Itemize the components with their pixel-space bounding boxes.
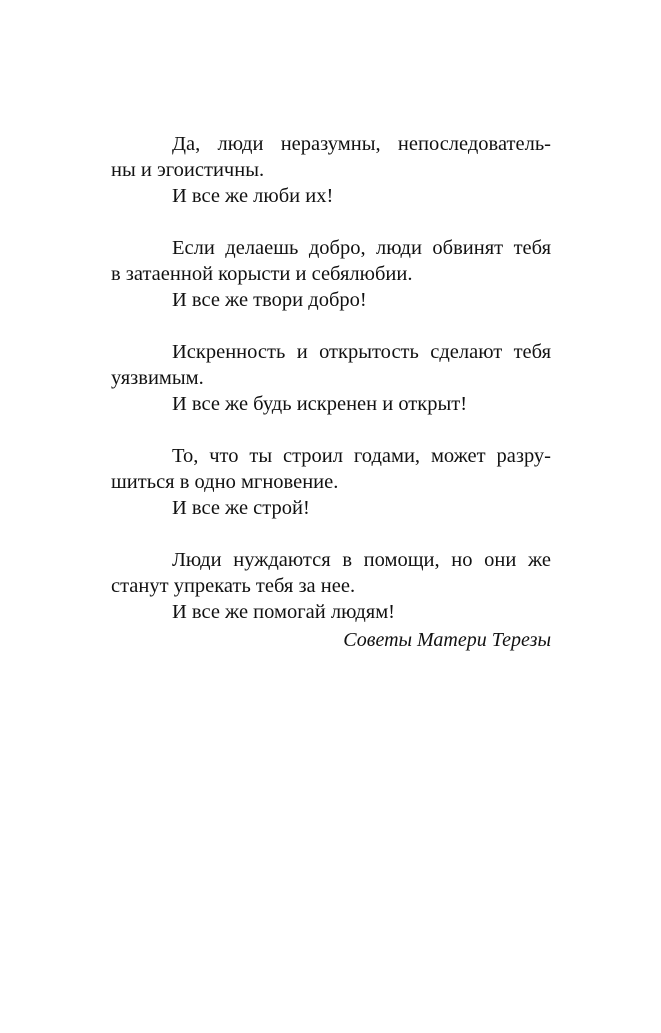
stanza-2 [111, 235, 551, 313]
stanza-refrain: И все же будь искренен и открыт! [172, 393, 468, 415]
stanza-line: уязвимым. [111, 367, 204, 389]
stanza-5 [111, 547, 551, 625]
stanza-line: Да, люди неразумны, непоследователь- [172, 133, 551, 155]
stanza-refrain: И все же люби их! [172, 185, 334, 207]
stanza-refrain: И все же строй! [172, 497, 310, 519]
stanza-line: Люди нуждаются в помощи, но они же [172, 549, 551, 571]
stanza-refrain: И все же твори добро! [172, 289, 367, 311]
stanza-1 [111, 131, 551, 209]
quote-text [111, 131, 551, 651]
stanza-line: Если делаешь добро, люди обвинят тебя [172, 237, 551, 259]
stanza-line: То, что ты строил годами, может разру- [172, 445, 551, 467]
stanza-line: ны и эгоистичны. [111, 159, 265, 181]
stanza-4 [111, 443, 551, 521]
stanza-line: шиться в одно мгновение. [111, 471, 339, 493]
attribution: Советы Матери Терезы [343, 629, 551, 651]
stanza-3 [111, 339, 551, 417]
stanza-line: в затаенной корысти и себялюбии. [111, 263, 413, 285]
stanza-line: станут упрекать тебя за нее. [111, 575, 356, 597]
stanza-line: Искренность и открытость сделают тебя [172, 341, 551, 363]
stanza-refrain: И все же помогай людям! [172, 601, 395, 623]
